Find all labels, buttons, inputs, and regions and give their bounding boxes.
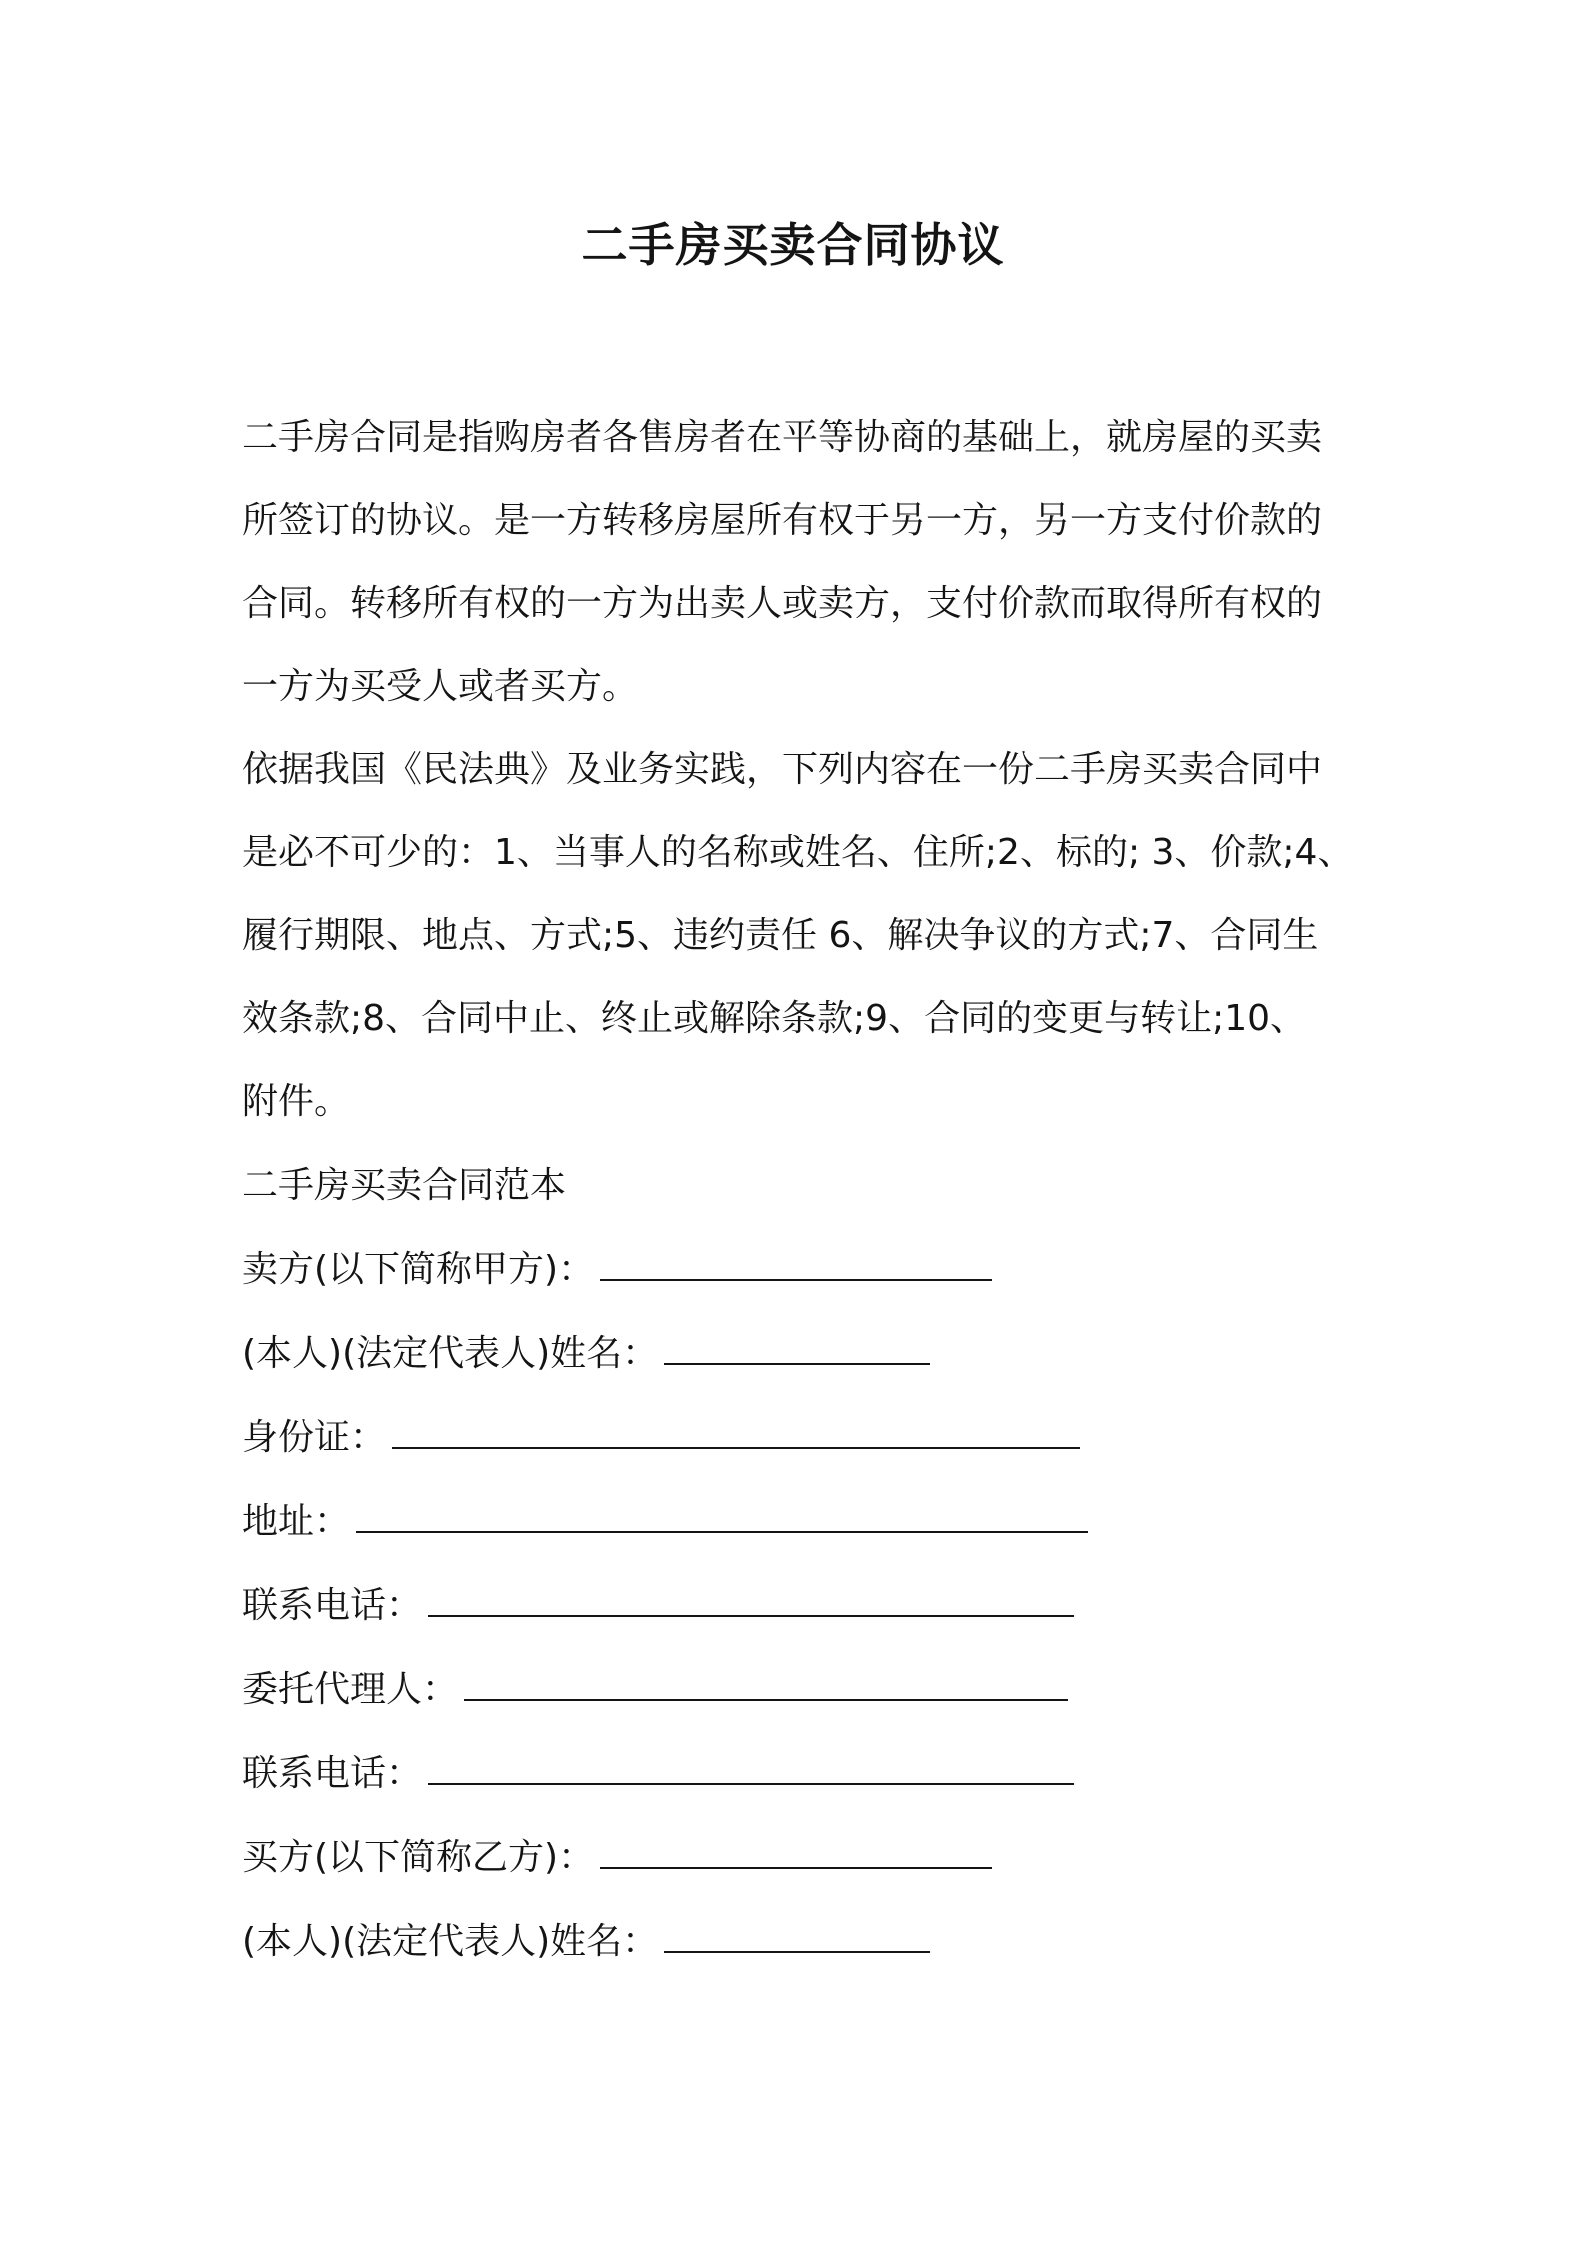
field-label: (本人)(法定代表人)姓名： bbox=[242, 1921, 659, 1962]
blank-line[interactable] bbox=[464, 1693, 1068, 1701]
basis-line: 是必不可少的：1、当事人的名称或姓名、住所;2、标的; 3、价款;4、 bbox=[242, 832, 1354, 873]
blank-line[interactable] bbox=[428, 1609, 1074, 1617]
basis-line: 效条款;8、合同中止、终止或解除条款;9、合同的变更与转让;10、 bbox=[242, 998, 1307, 1039]
blank-line[interactable] bbox=[392, 1441, 1080, 1449]
document-title: 二手房买卖合同协议 bbox=[581, 218, 1005, 272]
field-row-id-card bbox=[242, 1412, 1080, 1464]
field-row-seller-name bbox=[242, 1328, 930, 1380]
blank-line[interactable] bbox=[600, 1273, 992, 1281]
field-row-phone bbox=[242, 1580, 1074, 1632]
field-row-buyer-name bbox=[242, 1916, 930, 1968]
blank-line[interactable] bbox=[428, 1777, 1074, 1785]
field-row-buyer bbox=[242, 1832, 992, 1884]
template-heading: 二手房买卖合同范本 bbox=[242, 1165, 567, 1206]
intro-line: 二手房合同是指购房者各售房者在平等协商的基础上，就房屋的买卖 bbox=[242, 417, 1323, 458]
field-label: 联系电话： bbox=[242, 1753, 423, 1794]
field-row-agent-phone bbox=[242, 1748, 1074, 1800]
field-label: 卖方(以下简称甲方)： bbox=[242, 1249, 595, 1290]
field-label: 联系电话： bbox=[242, 1585, 423, 1626]
basis-line: 依据我国《民法典》及业务实践，下列内容在一份二手房买卖合同中 bbox=[242, 749, 1323, 790]
field-row-address bbox=[242, 1496, 1088, 1548]
field-label: (本人)(法定代表人)姓名： bbox=[242, 1333, 659, 1374]
field-label: 身份证： bbox=[242, 1417, 387, 1458]
intro-line: 所签订的协议。是一方转移房屋所有权于另一方，另一方支付价款的 bbox=[242, 500, 1323, 541]
field-row-agent bbox=[242, 1664, 1068, 1716]
blank-line[interactable] bbox=[356, 1525, 1088, 1533]
field-label: 地址： bbox=[242, 1501, 351, 1542]
intro-line: 合同。转移所有权的一方为出卖人或卖方，支付价款而取得所有权的 bbox=[242, 583, 1323, 624]
blank-line[interactable] bbox=[600, 1861, 992, 1869]
blank-line[interactable] bbox=[664, 1357, 930, 1365]
basis-line: 履行期限、地点、方式;5、违约责任 6、解决争议的方式;7、合同生 bbox=[242, 915, 1319, 956]
blank-line[interactable] bbox=[664, 1945, 930, 1953]
field-label: 委托代理人： bbox=[242, 1669, 459, 1710]
field-row-seller bbox=[242, 1244, 992, 1296]
basis-line: 附件。 bbox=[242, 1081, 351, 1122]
field-label: 买方(以下简称乙方)： bbox=[242, 1837, 595, 1878]
intro-line: 一方为买受人或者买方。 bbox=[242, 666, 639, 707]
